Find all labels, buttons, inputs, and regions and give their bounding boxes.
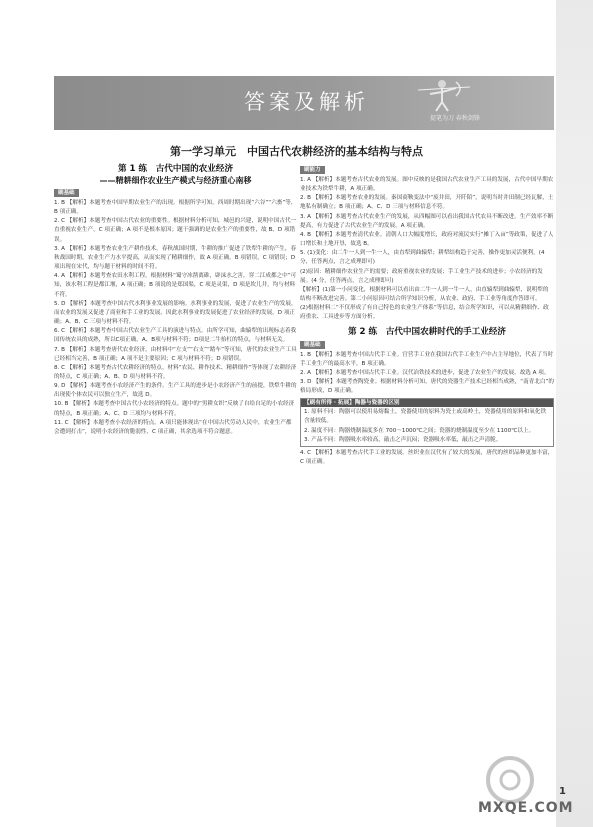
unit-title: 第一学习单元 中国古代农耕经济的基本结构与特点 xyxy=(170,145,423,158)
answer-paragraph: 9. D 【解析】本题考查小农经济产生的条件。生产工具的进步是小农经济产生的前提，铁犁牛耕的出现使个体农民可以独立生产，故选 D。 xyxy=(54,383,297,399)
answer-paragraph: 10. B 【解析】本题考查中国古代小农经济的特点。题中的“男耕女织”反映了自给自足的小农经济的特点，B 项正确；A、C、D 三项均与材料不符。 xyxy=(54,401,295,417)
answer-paragraph: 2. A 【解析】本题考查中国古代手工业。汉代冶铁技术的进步，促进了农业生产的发展，故选 A 项。 xyxy=(300,369,550,376)
banner-slogan: 提笔为刀 春秋剑锋 xyxy=(430,115,480,122)
right-column xyxy=(300,163,554,467)
ability-practice-tag: 刷能力 xyxy=(300,166,325,174)
answer-paragraph: (2)原因：精耕细作农业生产的需要；政府重视农业的发展；手工业生产技术的进步；小农经济的发展。(4 分，任答两点，言之成理即可) xyxy=(300,268,543,284)
answer-paragraph: 6. C 【解析】本题考查中国古代农业生产工具的演进与特点。由所学可知，曲辕犁的出现标志着我国传统农具的成熟，所以C项正确。A、B项与材料不符；D项是二牛抬杠的特点，与材料无关。 xyxy=(54,328,297,344)
answer-paragraph: 8. C 【解析】本题考查古代农耕经济的特点。材料“农民、耕作技术、精耕细作”等体现了农耕经济的特点，C 项正确；A、B、D 项与材料不符。 xyxy=(54,364,297,380)
answer-paragraph: 7. B 【解析】本题考查唐代农业经济。由材料中“左支”“右支”“踏车”等可知，唐代的农业生产工具已经相当完善，B 项正确；A 项不是主要原因；C 项与材料不符；D 项错误。 xyxy=(54,346,297,362)
answer-paragraph: 2. B 【解析】本题考查农业的发展。秦国商鞅变法中“废井田，开阡陌”，说明当时井田制已经瓦解，土地私有制确立；B 项正确；A、C、D 三项与材料信息不符。 xyxy=(300,195,554,211)
answer-paragraph: 5. (1)变化：由二牛一人到一牛一人，由直犁到曲辕犁；耕犁结构趋于完善，操作更加灵活便利。(4 分，任答两点，言之成理即可) xyxy=(300,250,545,266)
basic-practice-tag-2: 刷基础 xyxy=(300,341,325,349)
section-title-2: 第 2 练 古代中国农耕时代的手工业经济 xyxy=(347,326,507,337)
section-subtitle: ——精耕细作农业生产模式与经济重心南移 xyxy=(99,176,252,185)
background-landscape-decoration xyxy=(556,0,593,827)
banner-title: 答案及解析 xyxy=(244,90,369,114)
extension-line: 3. 产品不同：陶器吸水率较高，敲击之声沉闷；瓷器吸水率低，敲击之声清脆。 xyxy=(304,436,502,443)
answer-paragraph: 5. D 【解析】本题考查中国古代水利事业发展的影响。水利事业的发展，促进了农业生产的发展，而农业的发展又促进了商业和手工业的发展，因此水利事业的发展促进了农业经济的发展，D 项正确；A、B、C 三项与材料不符。 xyxy=(54,300,297,326)
extension-box-title: 【刷有所得 · 拓展】陶器与瓷器的区别 xyxy=(301,399,553,407)
header-banner xyxy=(54,76,554,130)
watermark-text: MXQE.COM xyxy=(478,800,574,816)
basic-practice-tag: 刷基础 xyxy=(54,189,79,197)
answer-paragraph: 1. B 【解析】本题考查中国古代手工业。官营手工业在我国古代手工业生产中占主导地位，代表了当时手工业生产的最高水平，B 项正确。 xyxy=(300,351,554,367)
answer-paragraph: 3. A 【解析】本题考查古代农业生产的发展，从四幅图可以看出我国古代农具不断改进，生产效率不断提高，有力促进了古代农业生产的发展，A 项正确。 xyxy=(300,213,554,229)
answer-paragraph: 3. D 【解析】本题考查陶瓷业。根据材料分析可知，唐代的瓷器生产技术已经相当成熟，“南青北白”的格局形成，D 项正确。 xyxy=(300,378,554,395)
section-title: 第 1 练 古代中国的农业经济 xyxy=(117,164,234,174)
answer-paragraph: 11. C 【解析】本题考查小农经济的特点。A 项只能体现出“在中国古代劳动人民中，农业生产都会遭到打击”，说明小农经济的脆弱性，C 项正确，其余选项不符合题意。 xyxy=(54,419,292,435)
answer-paragraph: 1. A 【解析】本题考查古代农业的发展。图中反映的是我国古代农业生产工具的发展，古代中国早期农业技术为铁犁牛耕，A 项正确。 xyxy=(300,177,554,193)
extension-box xyxy=(300,398,554,447)
answer-paragraph: 4. A 【解析】本题考查农田水利工程。根据材料“蜀守冰凿离碓，辟沫水之害，穿二江成都之中”可知，该水利工程是都江堰，A 项正确；B 项说的是郑国渠，C 项是灵渠，D 项是坎儿井，均与材料不符。 xyxy=(54,273,297,298)
archer-figure-icon xyxy=(412,78,474,112)
extension-line: 1. 原料不同：陶器可以使用易熔黏土，瓷器使用的原料为瓷土或高岭土，瓷器使用的原料和氧化铁含量较低。 xyxy=(304,409,547,425)
answer-paragraph: 1. B 【解析】本题考查中国早期农业生产的出现。根据所学可知，西周时期出现“六谷”“六畜”等，B 项正确。 xyxy=(54,200,297,216)
answer-paragraph: 4. C 【解析】本题考查古代手工业的发展。丝织业在汉代有了较大的发展，唐代的丝织品种更加丰富，C 项正确。 xyxy=(300,449,554,466)
extension-line: 2. 温度不同：陶器烧制温度多在 700～1000℃之间；瓷器的烧制温度至少在 1100℃以上。 xyxy=(304,427,535,434)
extension-box-body xyxy=(301,407,553,446)
answer-paragraph: 3. A 【解析】本题考查农业生产耕作技术。春秋战国时期，牛耕的推广促进了铁犁牛耕的产生，春秋战国时期，农业生产力水平提高，从而实现了精耕细作，故 A 项正确。B 项错误，C 项错误；D 项出现在宋代，均与题干材料的时间不符。 xyxy=(54,245,297,271)
answer-paragraph: 【解析】(1)第一小问变化，根据材料可以看出由二牛一人到一牛一人，由直辕犁到曲辕犁，说明犁的结构不断改进完善。第二小问原因可结合所学知识分析，从农业、政府、手工业等角度作答即可。 xyxy=(300,286,549,303)
answer-paragraph: 2. C 【解析】本题考查中国古代农业的重要性。根据材料分析可知，城邑的兴建，说明中国古代一直重视农业生产，C 项正确；A 项不是根本原因；题干强调的是农业生产的重要性，故 B、D 项错误。 xyxy=(54,218,297,243)
answer-paragraph: (2)根据材料二“不仅形成了有自己特色的农业生产体系”等信息，结合所学知识，可以从精耕细作、政府重农、工具进步等方面分析。 xyxy=(300,305,549,321)
page-number: 1 xyxy=(559,786,566,797)
answer-paragraph: 4. B 【解析】本题考查清代农业。清朝人口大幅度增长，政府对流民实行“摊丁入亩”等政策，促进了人口增长和土地开垦，故选 B。 xyxy=(300,231,554,248)
left-column xyxy=(54,163,297,437)
